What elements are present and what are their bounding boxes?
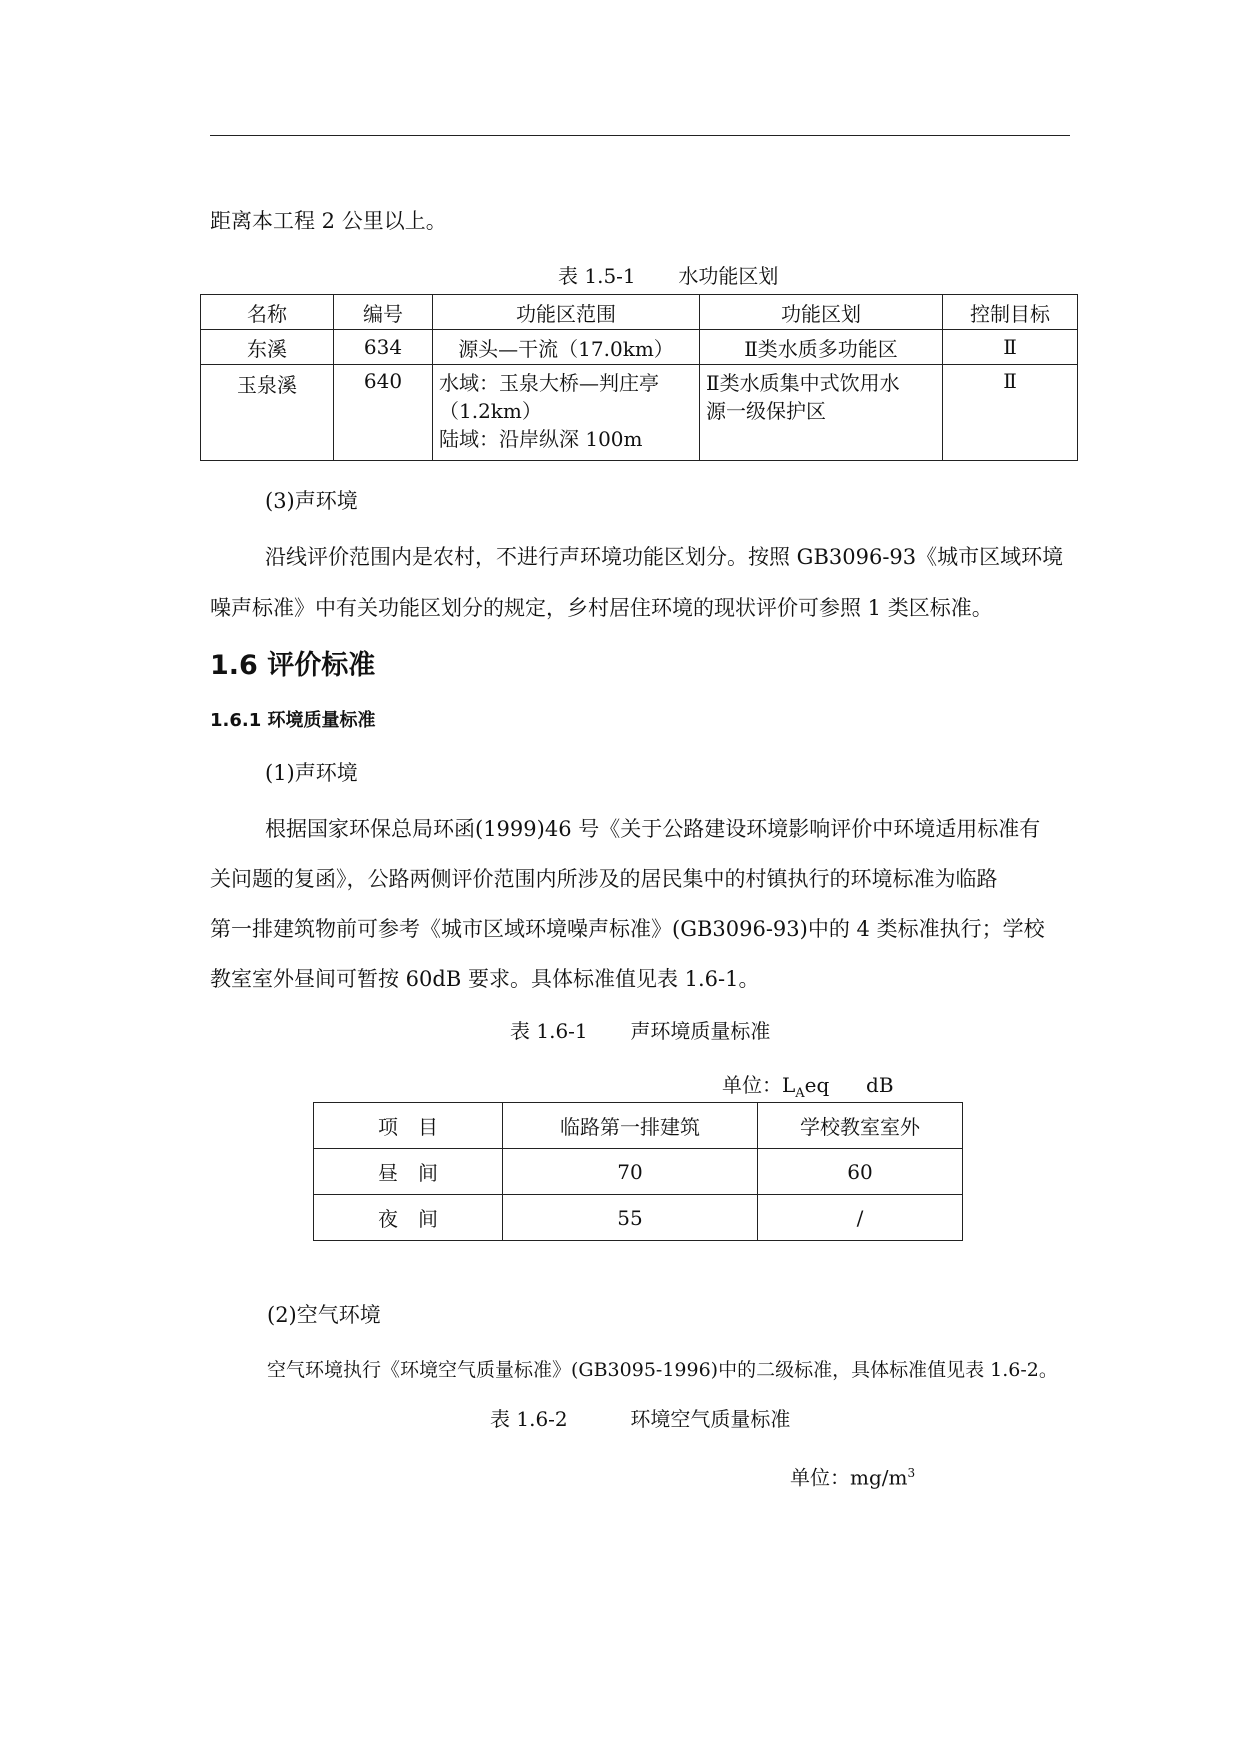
table1-caption-num: 表 1.5-1 <box>558 264 636 288</box>
paragraph-line: 根据国家环保总局环函(1999)46 号《关于公路建设环境影响评价中环境适用标准有 <box>265 817 1041 841</box>
air-heading: (2)空气环境 <box>267 1303 381 1327</box>
range-line: 陆域：沿岸纵深 100m <box>439 427 643 451</box>
unit-sup: 3 <box>907 1466 916 1480</box>
table-header-cell: 功能区范围 <box>433 295 700 330</box>
table-row <box>201 330 1078 365</box>
table1-caption <box>558 263 778 289</box>
table-cell: 源头—干流（17.0km） <box>433 330 700 365</box>
table-header-cell: 项 目 <box>314 1103 503 1149</box>
table-cell: 玉泉溪 <box>201 365 334 461</box>
table3-caption <box>490 1406 790 1432</box>
table-cell: 634 <box>334 330 433 365</box>
table2-caption-title: 声环境质量标准 <box>630 1019 771 1043</box>
header-rule <box>210 135 1070 136</box>
air-paragraph: 空气环境执行《环境空气质量标准》(GB3095-1996)中的二级标准，具体标准值见表 1.6-2。 <box>267 1359 1058 1381</box>
table3-caption-title: 环境空气质量标准 <box>630 1407 791 1431</box>
intro-line: 距离本工程 2 公里以上。 <box>210 209 447 233</box>
table-header-cell: 控制目标 <box>943 295 1078 330</box>
table3-unit <box>790 1460 915 1491</box>
table-cell: Ⅱ类水质多功能区 <box>700 330 943 365</box>
zone-line: 源一级保护区 <box>706 399 826 423</box>
table2-caption-num: 表 1.6-1 <box>510 1019 588 1043</box>
noise-standard-table <box>313 1102 963 1241</box>
subsection-heading: 1.6.1 环境质量标准 <box>210 710 376 731</box>
table-cell-range <box>433 365 700 461</box>
paragraph-line: 噪声标准》中有关功能区划分的规定，乡村居住环境的现状评价可参照 1 类区标准。 <box>210 596 993 620</box>
table-header-cell: 名称 <box>201 295 334 330</box>
table-cell: 60 <box>758 1149 963 1195</box>
table-cell-zone <box>700 365 943 461</box>
unit-sub: A <box>795 1086 805 1101</box>
unit-prefix: 单位：mg/m <box>790 1465 908 1490</box>
table-cell: Ⅱ <box>943 365 1078 461</box>
table-cell: 70 <box>503 1149 758 1195</box>
table2-caption <box>510 1018 770 1044</box>
table1-caption-title: 水功能区划 <box>678 264 779 288</box>
range-line: （1.2km） <box>439 399 542 423</box>
noise-heading: (1)声环境 <box>265 761 358 785</box>
table-header-cell: 编号 <box>334 295 433 330</box>
zone-line: Ⅱ类水质集中式饮用水 <box>706 371 900 395</box>
water-function-table <box>200 294 1078 461</box>
unit-suffix: eq <box>804 1073 830 1097</box>
table-cell: 640 <box>334 365 433 461</box>
paragraph-line: 教室室外昼间可暂按 60dB 要求。具体标准值见表 1.6-1。 <box>210 967 760 991</box>
sound-env-heading: (3)声环境 <box>265 489 358 513</box>
table-header-row <box>314 1103 963 1149</box>
paragraph-line: 第一排建筑物前可参考《城市区域环境噪声标准》(GB3096-93)中的 4 类标准执行；学校 <box>210 917 1045 941</box>
range-line: 水域：玉泉大桥—判庄亭 <box>439 371 659 395</box>
table-header-cell: 学校教室室外 <box>758 1103 963 1149</box>
table-header-cell: 临路第一排建筑 <box>503 1103 758 1149</box>
table-row <box>201 365 1078 461</box>
table-cell: 夜 间 <box>314 1195 503 1241</box>
table-cell: 昼 间 <box>314 1149 503 1195</box>
unit-prefix: 单位：L <box>722 1073 796 1097</box>
table-header-cell: 功能区划 <box>700 295 943 330</box>
table-cell: 55 <box>503 1195 758 1241</box>
table-cell: / <box>758 1195 963 1241</box>
table-row <box>314 1149 963 1195</box>
table-cell: Ⅱ <box>943 330 1078 365</box>
table-row <box>314 1195 963 1241</box>
table-header-row <box>201 295 1078 330</box>
paragraph-line: 关问题的复函》，公路两侧评价范围内所涉及的居民集中的村镇执行的环境标准为临路 <box>210 867 998 891</box>
table-cell: 东溪 <box>201 330 334 365</box>
table3-caption-num: 表 1.6-2 <box>490 1407 568 1431</box>
section-heading: 1.6 评价标准 <box>210 650 376 681</box>
paragraph-line: 沿线评价范围内是农村，不进行声环境功能区划分。按照 GB3096-93《城市区域环境 <box>265 545 1064 569</box>
unit-db: dB <box>866 1073 894 1097</box>
